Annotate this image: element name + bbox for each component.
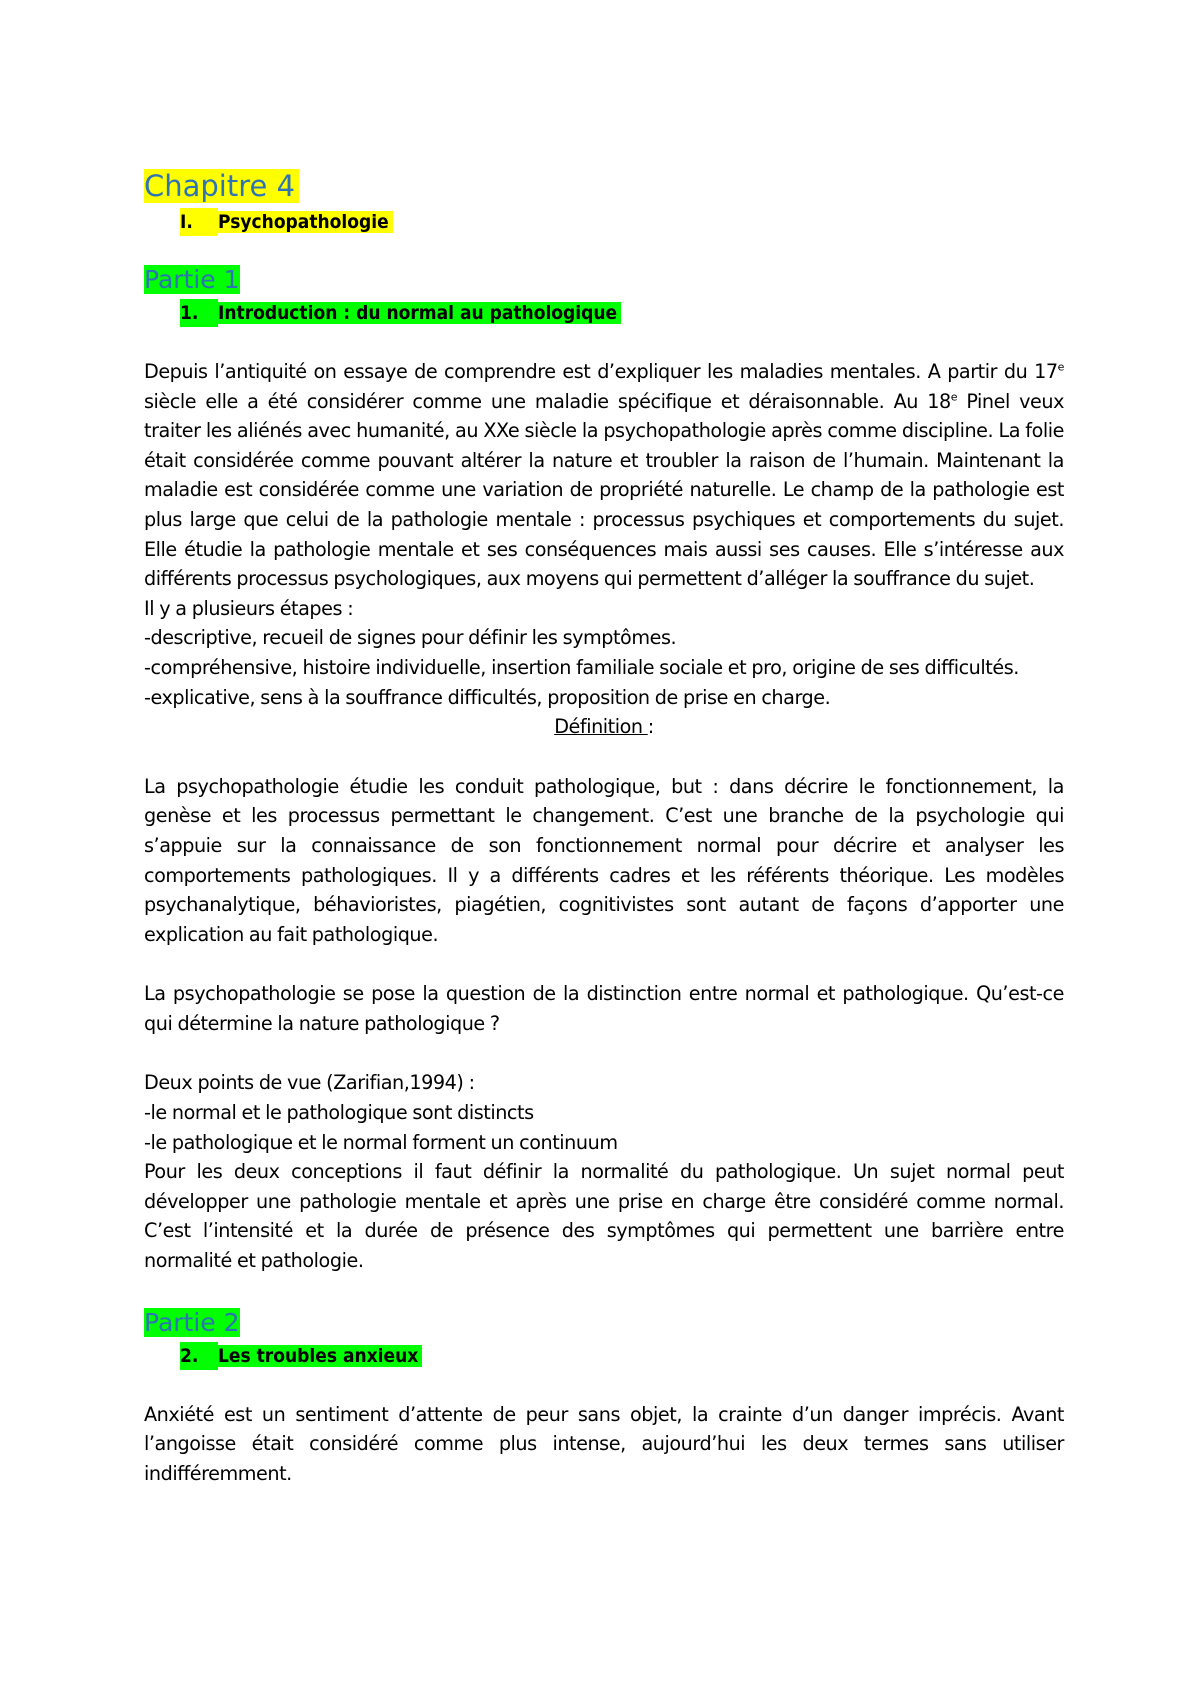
view-item: -le pathologique et le normal forment un continuum [144,1130,618,1154]
chapter-title: Chapitre 4 [144,166,1064,206]
step-item: -explicative, sens à la souffrance difficultés, proposition de prise en charge. [144,685,831,709]
part-2-label: Partie 2 [144,1307,240,1337]
section-heading: I. Psychopathologie [180,208,1064,236]
definition-paragraph: La psychopathologie étudie les conduit pathologique, but : dans décrire le fonctionnement, la genèse et les processus permettant le changement. C’est une branche de la psychologie qui s’appuie sur la connaissance de son fonctionnement normal pour décrire et analyser les comportements pathologiques. Il y a différents cadres et les référents théorique. Les modèles psychanalytique, béhavioristes, piagétien, cognitivistes sont autant de façons d’apporter une explication au fait pathologique. [144,774,1064,946]
step-item: -descriptive, recueil de signes pour définir les symptômes. [144,626,677,650]
spacer [144,1276,1064,1306]
definition-heading: Définition : [554,715,654,739]
spacer [144,949,1064,979]
part-1-label: Partie 1 [144,265,240,294]
view-item: -le normal et le pathologique sont distincts [144,1101,534,1125]
conclusion-paragraph: Pour les deux conceptions il faut définir la normalité du pathologique. Un sujet normal peut développer une pathologie mentale et après une prise en charge être considéré comme normal. C’est l’intensité et la durée de présence des symptômes qui permettent une barrière entre normalité et pathologie. [144,1160,1064,1273]
spacer [144,1370,1064,1400]
spacer [144,327,1064,357]
part-2-heading: 2. Les troubles anxieux [180,1342,1064,1370]
steps-intro: Il y a plusieurs étapes : [144,596,354,620]
step-item: -compréhensive, histoire individuelle, insertion familiale sociale et pro, origine de ses difficultés. [144,655,1019,679]
section-title: Psychopathologie [218,211,393,233]
anxiety-paragraph: Anxiété est un sentiment d’attente de peur sans objet, la crainte d’un danger imprécis. Avant l’angoisse était considéré comme plus intense, aujourd’hui les deux termes sans utiliser indifféremment. [144,1402,1064,1485]
question-paragraph: La psychopathologie se pose la question de la distinction entre normal et pathologique. Qu’est-ce qui détermine la nature pathologique ? [144,982,1064,1035]
spacer [144,742,1064,772]
spacer [144,236,1064,263]
document-content [144,166,1064,1488]
part-1-heading: 1. Introduction : du normal au pathologique [180,299,1064,327]
spacer [144,1038,1064,1068]
views-intro: Deux points de vue (Zarifian,1994) : [144,1071,475,1095]
intro-paragraph: Depuis l’antiquité on essaye de comprendre est d’expliquer les maladies mentales. A partir du 17e siècle elle a été considérer comme une maladie spécifique et déraisonnable. Au 18e Pinel veux traiter les aliénés avec humanité, au XXe siècle la psychopathologie après comme discipline. La folie était considérée comme pouvant altérer la nature et troubler la raison de l’humain. Maintenant la maladie est considérée comme une variation de propriété naturelle. Le champ de la pathologie est plus large que celui de la pathologie mentale : processus psychiques et comportements du sujet. Elle étudie la pathologie mentale et ses conséquences mais aussi ses causes. Elle s’intéresse aux différents processus psychologiques, aux moyens qui permettent d’alléger la souffrance du sujet. [144,360,1064,591]
